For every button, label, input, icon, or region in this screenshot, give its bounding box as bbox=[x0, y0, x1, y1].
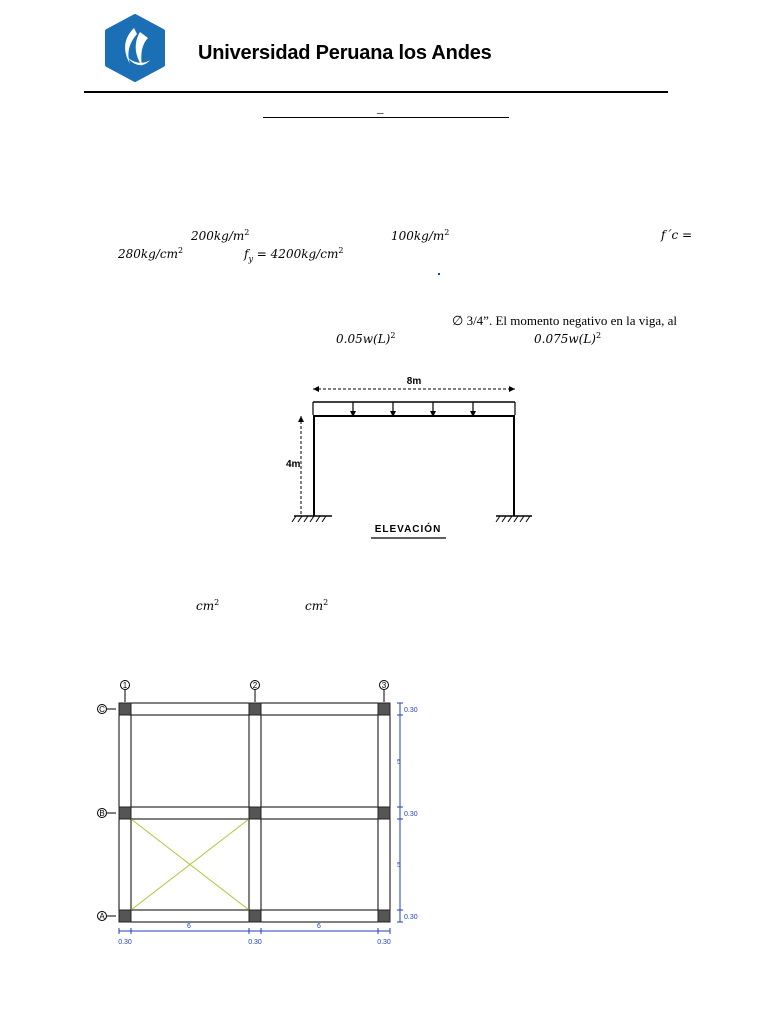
area-unit-1: $cm^2$ bbox=[196, 598, 220, 613]
title-underscore: _ bbox=[377, 100, 384, 115]
dim-right-5: 0.30 bbox=[404, 914, 418, 921]
title-underline bbox=[263, 117, 509, 118]
dim-bottom-2: 6 bbox=[187, 923, 191, 930]
fc-value: $280kg/cm^2$ bbox=[118, 246, 184, 261]
dim-bottom-3: 0.30 bbox=[248, 939, 262, 946]
elevation-caption: ELEVACIÓN bbox=[374, 524, 442, 535]
axis-2-label: 2 bbox=[252, 681, 258, 690]
dim-right-4: 5 bbox=[397, 862, 401, 869]
height-label: 4m bbox=[286, 459, 301, 470]
axis-A-label: A bbox=[99, 912, 105, 921]
axis-3-label: 3 bbox=[381, 681, 387, 690]
axis-B-label: B bbox=[99, 809, 105, 818]
fc-label: f´c = bbox=[661, 228, 693, 242]
dim-bottom-4: 6 bbox=[317, 923, 321, 930]
axis-1-label: 1 bbox=[122, 681, 128, 690]
dim-bottom-1: 0.30 bbox=[118, 939, 132, 946]
dead-load-value: $200kg/m^2$ bbox=[191, 228, 250, 243]
positive-moment: $0.075w(L)^2$ bbox=[534, 331, 602, 346]
dim-bottom-5: 0.30 bbox=[377, 939, 391, 946]
floor-plan bbox=[94, 676, 434, 956]
header-rule bbox=[84, 91, 668, 93]
dim-right-1: 0.30 bbox=[404, 707, 418, 714]
distributed-load-arrows bbox=[313, 402, 515, 415]
axis-C-label: C bbox=[99, 705, 105, 714]
live-load-value: $100kg/m^2$ bbox=[391, 228, 450, 243]
area-unit-2: $cm^2$ bbox=[305, 598, 329, 613]
blue-dot bbox=[438, 273, 440, 275]
dim-right-3: 0.30 bbox=[404, 811, 418, 818]
columns bbox=[119, 703, 390, 922]
institution-name: Universidad Peruana los Andes bbox=[198, 42, 492, 64]
university-logo bbox=[104, 14, 166, 82]
fy-value: $f_y = 4200kg/cm^2$ bbox=[244, 246, 344, 264]
dim-right-2: 5 bbox=[397, 759, 401, 766]
span-label: 8m bbox=[406, 376, 422, 387]
negative-moment: $0.05w(L)^2$ bbox=[336, 331, 396, 346]
elevation-figure bbox=[286, 370, 536, 545]
bar-diameter-text: ∅ 3/4”. El momento negativo en la viga, al bbox=[452, 313, 678, 328]
